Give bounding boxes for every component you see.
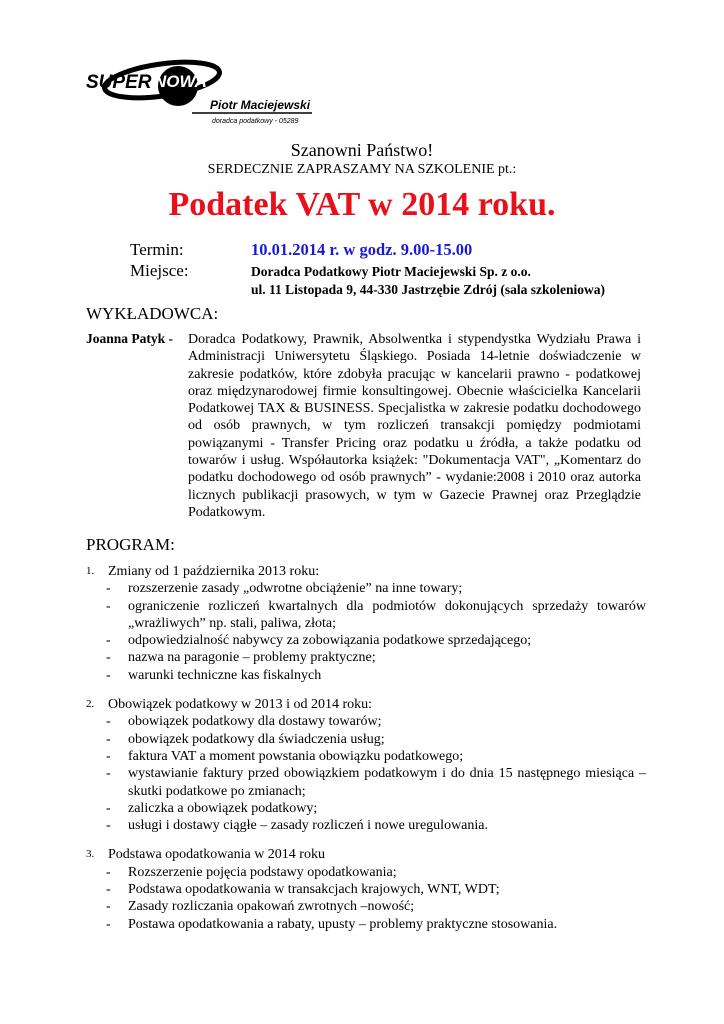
program-bullet-text: Postawa opodatkowania a rabaty, upusty – problemy praktyczne stosowania. — [128, 916, 558, 932]
bullet-dash-icon: - — [106, 667, 111, 683]
program-bullet-text: obowiązek podatkowy dla świadczenia usług; — [128, 731, 385, 747]
program-bullet-text: odpowiedzialność nabywcy za zobowiązania podatkowe sprzedającego; — [128, 633, 532, 649]
company-logo — [84, 58, 316, 130]
program-bullet — [86, 667, 646, 684]
bullet-dash-icon: - — [106, 598, 111, 614]
program-bullet — [86, 713, 646, 730]
miejsce-label: Miejsce: — [130, 261, 189, 280]
program-bullet — [86, 731, 646, 748]
program-bullet-text: obowiązek podatkowy dla dostawy towarów; — [128, 714, 382, 730]
training-title: Podatek VAT w 2014 roku. — [168, 186, 556, 223]
program-item-title: Obowiązek podatkowy w 2013 i od 2014 roku: — [108, 697, 373, 713]
program-bullet — [86, 765, 646, 800]
termin-value: 10.01.2014 r. w godz. 9.00-15.00 — [251, 240, 473, 259]
termin-label: Termin: — [130, 240, 184, 259]
program-bullet — [86, 898, 646, 915]
bullet-dash-icon: - — [106, 650, 111, 666]
logo-person-name: Piotr Maciejewski — [210, 98, 311, 112]
program-bullet-text: usługi i dostawy ciągłe – zasady rozliczeń i nowe uregulowania. — [128, 818, 488, 834]
logo-subtitle: doradca podatkowy - 05289 — [212, 118, 299, 125]
program-bullet-text: zaliczka a obowiązek podatkowy; — [128, 800, 318, 816]
program-heading: PROGRAM: — [86, 535, 175, 554]
program-item — [86, 563, 646, 684]
bullet-dash-icon: - — [106, 748, 111, 764]
miejsce-line-2: ul. 11 Listopada 9, 44-330 Jastrzębie Zdrój (sala szkoleniowa) — [251, 282, 606, 297]
program-bullet — [86, 632, 646, 649]
program-bullet-text: nazwa na paragonie – problemy praktyczne; — [128, 650, 376, 666]
lecturer-name: Joanna Patyk - — [86, 331, 174, 346]
logo-brand-part1: SUPER — [86, 72, 152, 93]
program-bullet-text: rozszerzenie zasady „odwrotne obciążenie” na inne towary; — [128, 581, 463, 597]
bullet-dash-icon: - — [106, 882, 111, 898]
program-item-title: Podstawa opodatkowania w 2014 roku — [108, 847, 325, 863]
bullet-dash-icon: - — [106, 581, 111, 597]
bullet-dash-icon: - — [106, 714, 111, 730]
program-bullet — [86, 800, 646, 817]
supernowa-logo-graphic — [84, 58, 316, 130]
program-bullet — [86, 817, 646, 834]
lecturer-heading: WYKŁADOWCA: — [86, 304, 219, 323]
program-bullet-text: warunki techniczne kas fiskalnych — [128, 667, 322, 683]
program-bullet-text: faktura VAT a moment powstania obowiązku podatkowego; — [128, 748, 464, 764]
program-bullet — [86, 864, 646, 881]
miejsce-line-1: Doradca Podatkowy Piotr Maciejewski Sp. z o.o. — [251, 264, 531, 279]
program-item — [86, 696, 646, 834]
bullet-dash-icon: - — [106, 864, 111, 880]
greeting: Szanowni Państwo! — [290, 140, 434, 160]
bullet-dash-icon: - — [106, 818, 111, 834]
program-item-number: 2. — [86, 698, 95, 711]
program-item-number: 1. — [86, 565, 95, 577]
program-item-number: 3. — [86, 848, 95, 861]
program-item — [86, 846, 646, 932]
program-bullet-text: Podstawa opodatkowania w transakcjach krajowych, WNT, WDT; — [128, 882, 500, 898]
program-bullet — [86, 748, 646, 765]
lecturer-bio: Doradca Podatkowy, Prawnik, Absolwentka i stypendystka Wydziału Prawa i Administracji Uniwersytetu Śląskiego. Posiada 14-letnie doświadczenie w zakresie podatków, które zdobyła pracując w kancelarii prawno - podatkowej oraz międzynarodowej firmie konsultingowej. Obecnie właścicielka Kancelarii Podatkowej TAX & BUSINESS. Specjalistka w zakresie podatku dochodowego od osób prawnych, w tym rozliczeń transakcji pomiędzy podmiotami powiązanymi - Transfer Pricing oraz podatku u źródła, a także podatku od towarów i usług. Współautorka książek: "Dokumentacja VAT", „Komentarz do podatku dochodowego od osób prawnych” - wydanie:2008 i 2010 oraz autorka licznych publikacji prasowych, w tym w Gazecie Prawnej oraz Przeglądzie Podatkowym. — [188, 332, 641, 520]
program-bullet-text: wystawianie faktury przed obowiązkiem podatkowym i do dnia 15 następnego miesiąca – skutki podatkowe po zmianach; — [128, 766, 646, 799]
bullet-dash-icon: - — [106, 633, 111, 649]
program-bullet — [86, 881, 646, 898]
program-list — [86, 563, 646, 945]
logo-brand-part2: NOWA — [154, 72, 207, 91]
invitation-line: SERDECZNIE ZAPRASZAMY NA SZKOLENIE pt.: — [207, 162, 517, 177]
program-bullet-text: ograniczenie rozliczeń kwartalnych dla podmiotów dokonujących sprzedaży towarów „wrażliwych” np. stali, paliwa, złota; — [128, 598, 646, 631]
program-bullet — [86, 598, 646, 633]
bullet-dash-icon: - — [106, 766, 111, 782]
program-bullet — [86, 649, 646, 666]
program-bullet — [86, 916, 646, 933]
bullet-dash-icon: - — [106, 731, 111, 747]
program-bullet — [86, 580, 646, 597]
bullet-dash-icon: - — [106, 899, 111, 915]
program-bullet-text: Rozszerzenie pojęcia podstawy opodatkowania; — [128, 864, 397, 880]
bullet-dash-icon: - — [106, 916, 111, 932]
bullet-dash-icon: - — [106, 800, 111, 816]
program-bullet-text: Zasady rozliczania opakowań zwrotnych –nowość; — [128, 899, 415, 915]
program-item-title: Zmiany od 1 października 2013 roku: — [108, 564, 320, 579]
